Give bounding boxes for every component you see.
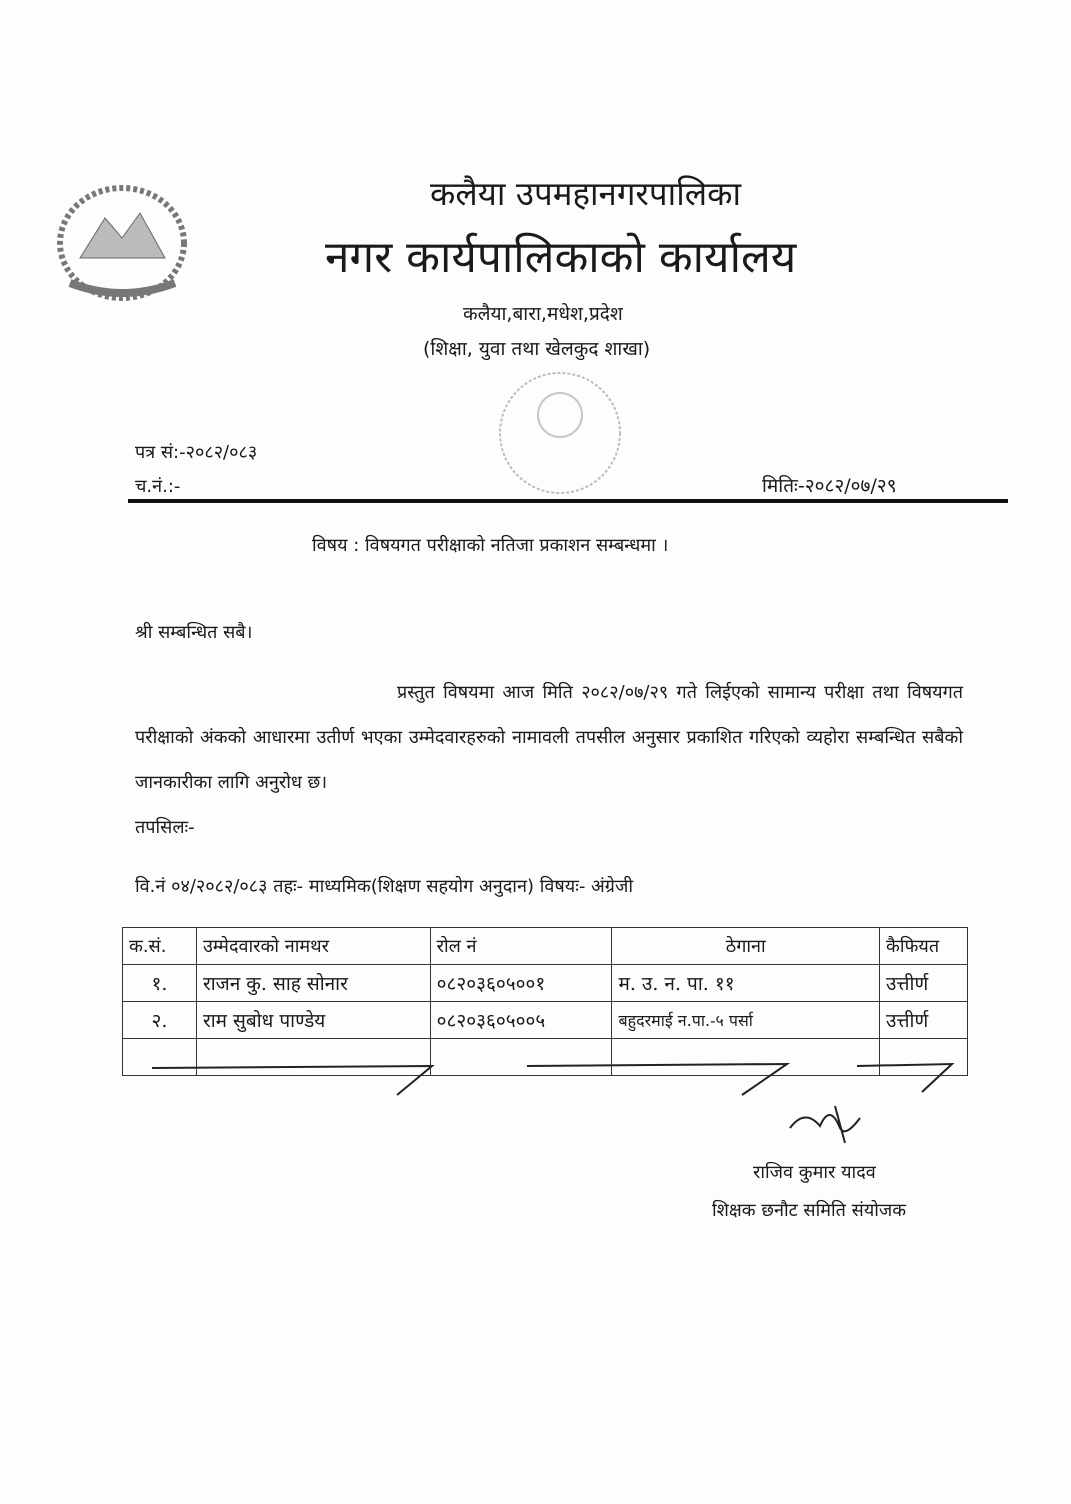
strike-lines — [122, 1050, 968, 1100]
cell-remark: उत्तीर्ण — [880, 1002, 968, 1039]
cell-sn: २. — [123, 1002, 197, 1039]
nepal-emblem-logo — [50, 178, 195, 308]
cell-address: बहुदरमाई न.पा.-५ पर्सा — [612, 1002, 880, 1039]
office-stamp — [490, 365, 630, 500]
municipality-name: कलैया उपमहानगरपालिका — [430, 174, 742, 213]
signatory-name: राजिव कुमार यादव — [753, 1162, 876, 1183]
col-header: ठेगाना — [612, 928, 880, 965]
col-header: रोल नं — [430, 928, 612, 965]
letter-number: पत्र सं:-२०८२/०८३ — [135, 442, 258, 463]
signatory-role: शिक्षक छनौट समिति संयोजक — [712, 1200, 907, 1221]
office-name: नगर कार्यपालिकाको कार्यालय — [325, 232, 797, 283]
cell-name: राजन कु. साह सोनार — [196, 965, 430, 1002]
dispatch-number: च.नं.:- — [135, 476, 181, 497]
branch-name: (शिक्षा, युवा तथा खेलकुद शाखा) — [423, 338, 651, 360]
cell-remark: उत्तीर्ण — [880, 965, 968, 1002]
col-header: कैफियत — [880, 928, 968, 965]
header-divider — [128, 499, 1008, 503]
col-header: उम्मेदवारको नामथर — [196, 928, 430, 965]
office-address: कलैया,बारा,मधेश,प्रदेश — [463, 303, 623, 325]
salutation: श्री सम्बन्धित सबै। — [135, 622, 253, 643]
letter-date: मितिः-२०८२/०७/२९ — [762, 475, 897, 497]
tapsil-label: तपसिलः- — [135, 817, 195, 838]
col-header: क.सं. — [123, 928, 197, 965]
table-header-row — [123, 928, 968, 965]
advertisement-line: वि.नं ०४/२०८२/०८३ तहः- माध्यमिक(शिक्षण सहयोग अनुदान) विषयः- अंग्रेजी — [135, 876, 633, 897]
cell-roll: ०८२०३६०५००५ — [430, 1002, 612, 1039]
cell-address: म. उ. न. पा. ११ — [612, 965, 880, 1002]
signature — [785, 1098, 875, 1148]
cell-name: राम सुबोध पाण्डेय — [196, 1002, 430, 1039]
body-paragraph: प्रस्तुत विषयमा आज मिति २०८२/०७/२९ गते लिईएको सामान्य परीक्षा तथा विषयगत परीक्षाको अंकको आधारमा उतीर्ण भएका उम्मेदवारहरुको नामावली तपसील अनुसार प्रकाशित गरिएको व्यहोरा सम्बन्धित सबैको जानकारीका लागि अनुरोध छ। — [135, 682, 963, 793]
table-row — [123, 965, 968, 1002]
table-row — [123, 1002, 968, 1039]
cell-sn: १. — [123, 965, 197, 1002]
cell-roll: ०८२०३६०५००१ — [430, 965, 612, 1002]
subject-line: विषय : विषयगत परीक्षाको नतिजा प्रकाशन सम्बन्धमा । — [312, 535, 669, 556]
